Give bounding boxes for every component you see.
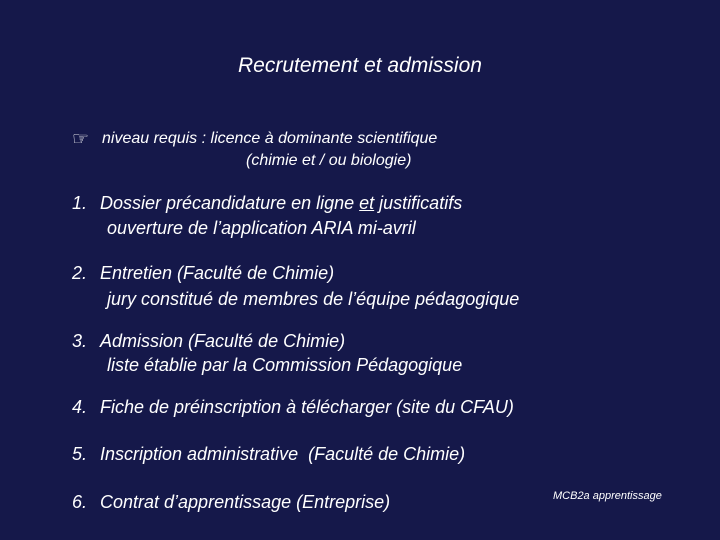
step-2-title: Entretien (Faculté de Chimie)	[100, 263, 335, 283]
step-5-number: 5.	[72, 444, 88, 464]
step-4-title: Fiche de préinscription à télécharger (site du CFAU)	[100, 397, 514, 417]
step-2-number: 2.	[72, 263, 88, 283]
step-3-title: Admission (Faculté de Chimie)	[100, 331, 346, 351]
step-1-detail: ouverture de l’application ARIA mi-avril	[107, 218, 416, 238]
requirement-line-1: niveau requis : licence à dominante scientifique	[102, 130, 438, 147]
step-1-title	[100, 193, 462, 214]
step-1-title-underlined: et	[359, 193, 375, 213]
requirement-line-2: (chimie et / ou biologie)	[246, 152, 412, 169]
step-6-title: Contrat d’apprentissage (Entreprise)	[100, 492, 391, 512]
step-1-title-part-1: Dossier précandidature en ligne	[100, 193, 360, 213]
step-1-number: 1.	[72, 193, 88, 213]
hand-pointing-icon: ☞	[72, 129, 90, 150]
step-3-detail: liste établie par la Commission Pédagogique	[107, 355, 463, 375]
step-3-number: 3.	[72, 331, 88, 351]
footer-label: MCB2a apprentissage	[553, 490, 662, 502]
step-2-detail: jury constitué de membres de l’équipe pédagogique	[107, 289, 520, 309]
step-6-number: 6.	[72, 492, 88, 512]
slide-title: Recrutement et admission	[238, 54, 482, 77]
step-4-number: 4.	[72, 397, 88, 417]
step-5-title: Inscription administrative (Faculté de Chimie)	[100, 444, 466, 464]
step-1-title-part-2: justificatifs	[374, 193, 463, 213]
